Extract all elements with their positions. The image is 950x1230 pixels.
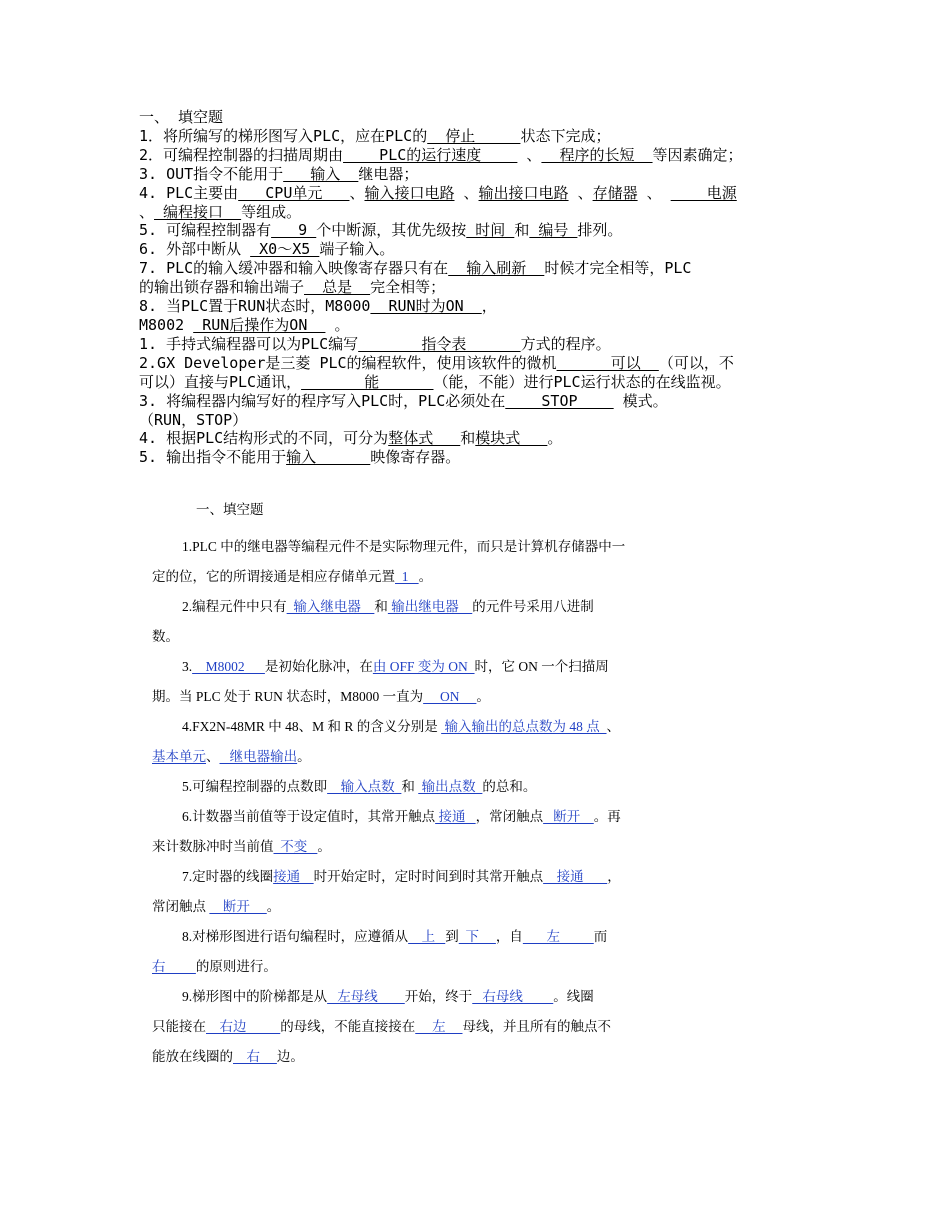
answer-text: X0～X5 <box>250 240 320 259</box>
question-text: 。 <box>266 899 281 914</box>
question-text: 一、 填空题 <box>139 108 224 126</box>
question-line <box>139 411 829 430</box>
question-text: 8. 当PLC置于RUN状态时，M8000 <box>139 297 371 316</box>
question-text: 能放在线圈的 <box>152 1049 233 1064</box>
answer-text: 右 <box>233 1049 277 1064</box>
question-text: 继电器； <box>358 164 419 183</box>
question-line <box>139 373 829 392</box>
question-line <box>152 1012 674 1042</box>
question-line <box>139 184 829 203</box>
question-text: 、 <box>517 145 542 164</box>
question-line <box>152 952 674 982</box>
question-text: 开始，终于 <box>404 989 473 1004</box>
question-text: 可以）直接与PLC通讯， <box>139 372 302 391</box>
answer-text: 输入 <box>286 448 371 467</box>
question-text: 常闭触点 <box>152 899 210 914</box>
question-text: （可以，不 <box>658 353 734 372</box>
question-text: 时候才完全相等，PLC <box>544 259 692 278</box>
question-line <box>152 982 674 1012</box>
question-line <box>139 316 829 335</box>
answer-text: 由 OFF 变为 ON <box>372 659 475 674</box>
question-line <box>152 562 674 592</box>
question-text: 方式的程序。 <box>520 334 611 353</box>
answer-text: 总是 <box>304 278 371 297</box>
question-text: 8.对梯形图进行语句编程时，应遵循从 <box>182 929 409 944</box>
question-text: 。 <box>325 315 350 334</box>
answer-text: STOP <box>505 391 614 410</box>
answer-text: ON <box>423 689 477 704</box>
answer-text: RUN后操作为ON <box>193 315 326 334</box>
fill-in-section-two <box>152 500 674 1072</box>
question-text: 7. PLC的输入缓冲器和输入映像寄存器只有在 <box>139 259 449 278</box>
question-text: 定的位，它的所谓接通是相应存储单元置 <box>152 569 395 584</box>
question-text: 1．将所编写的梯形图写入PLC，应在PLC的 <box>139 126 428 145</box>
question-line <box>139 278 829 297</box>
question-text: 只能接在 <box>152 1019 206 1034</box>
answer-text: 停止 <box>427 126 521 145</box>
answer-text: 右母线 <box>472 989 554 1004</box>
question-line <box>139 448 829 467</box>
question-line <box>139 108 829 127</box>
question-text: 期。当 PLC 处于 RUN 状态时，M8000 一直为 <box>152 689 424 704</box>
question-text: 7.定时器的线圈 <box>182 869 274 884</box>
question-line <box>152 862 674 892</box>
question-text: 、 <box>606 719 621 734</box>
answer-text: 左 <box>415 1019 463 1034</box>
question-text: 排列。 <box>577 221 623 240</box>
question-text: 的总和。 <box>482 779 537 794</box>
answer-text: 指令表 <box>358 334 521 353</box>
answer-text: 编程接口 <box>154 202 242 221</box>
question-text: 4.FX2N-48MR 中 48、M 和 R 的含义分别是 <box>182 719 442 734</box>
answer-text: M8002 <box>192 659 265 674</box>
question-text: 2.编程元件中只有 <box>182 599 287 614</box>
question-line <box>139 392 829 411</box>
answer-text: 右 <box>152 959 196 974</box>
question-text: 和 <box>514 221 530 240</box>
answer-text: 整体式 <box>388 429 461 448</box>
question-text: 数。 <box>152 629 179 644</box>
question-text: 的原则进行。 <box>195 959 277 974</box>
question-text: ， <box>481 297 497 316</box>
answer-text: 输出点数 <box>418 779 483 794</box>
question-line <box>152 1042 674 1072</box>
question-text: 的输出锁存器和输出端子 <box>139 278 305 297</box>
answer-text: 左母线 <box>327 989 405 1004</box>
question-text: 边。 <box>276 1049 304 1064</box>
question-text: 。再 <box>593 809 621 824</box>
question-line <box>139 354 829 373</box>
answer-text: 能 <box>301 372 434 391</box>
question-text: 母线，并且所有的触点不 <box>462 1019 611 1034</box>
answer-text: 输出接口电路 <box>478 183 569 202</box>
question-text: 模式。 <box>613 391 668 410</box>
answer-text: 左 <box>522 929 594 944</box>
question-text: 完全相等； <box>370 278 446 297</box>
question-text: 2．可编程控制器的扫描周期由 <box>139 145 344 164</box>
question-text: ， <box>607 869 621 884</box>
answer-text: RUN时为ON <box>370 297 482 316</box>
question-text: （能，不能）进行PLC运行状态的在线监视。 <box>433 372 731 391</box>
question-text: 3. <box>182 659 193 674</box>
section-heading: 一、填空题 <box>196 502 264 517</box>
question-line <box>139 429 829 448</box>
question-line <box>152 802 674 832</box>
question-line <box>152 712 674 742</box>
question-line <box>139 165 829 184</box>
question-line <box>139 146 829 165</box>
fill-in-section-one <box>139 108 829 467</box>
question-text: 6.计数器当前值等于设定值时，其常开触点 <box>182 809 436 824</box>
answer-text: 上 <box>408 929 446 944</box>
question-text: 3. OUT指令不能用于 <box>139 164 284 183</box>
question-text: 。 <box>547 429 563 448</box>
answer-text: 9 <box>271 221 317 240</box>
question-text: 。线圈 <box>553 989 594 1004</box>
answer-text: 时间 <box>466 221 515 240</box>
question-text: 3. 将编程器内编写好的程序写入PLC时，PLC必须处在 <box>139 391 506 410</box>
question-text: （RUN，STOP） <box>139 410 248 429</box>
question-line <box>139 297 829 316</box>
question-text: 。 <box>297 749 311 764</box>
answer-text: 可以 <box>556 353 659 372</box>
question-text: 4. 根据PLC结构形式的不同，可分为 <box>139 429 389 448</box>
question-text: 5. 可编程控制器有 <box>139 221 272 240</box>
question-line <box>152 892 674 922</box>
question-text: M8002 <box>139 315 194 334</box>
answer-text: 输入接口电路 <box>364 183 455 202</box>
question-text: 个中断源，其优先级按 <box>316 221 467 240</box>
question-line <box>152 922 674 952</box>
question-text: 9.梯形图中的阶梯都是从 <box>182 989 328 1004</box>
question-text: 端子输入。 <box>319 240 395 259</box>
question-text: 等组成。 <box>241 202 302 221</box>
answer-text: 输入点数 <box>327 779 402 794</box>
question-line <box>152 742 674 772</box>
answer-text: 断开 <box>209 899 267 914</box>
question-text: 、 <box>206 749 220 764</box>
answer-text: 输出继电器 <box>387 599 473 614</box>
question-text: ，常闭触点 <box>475 809 544 824</box>
answer-text: CPU单元 <box>238 183 350 202</box>
question-text: 5.可编程控制器的点数即 <box>182 779 328 794</box>
question-line <box>152 592 674 622</box>
question-text: 而 <box>593 929 608 944</box>
answer-text: 程序的长短 <box>541 145 653 164</box>
answer-text: 编号 <box>529 221 578 240</box>
answer-text: 电源 <box>670 183 737 202</box>
question-text: 1. 手持式编程器可以为PLC编写 <box>139 334 359 353</box>
question-text: 到 <box>445 929 459 944</box>
question-line <box>152 622 674 652</box>
answer-text: 继电器输出 <box>219 749 298 764</box>
question-line <box>152 772 674 802</box>
question-line <box>152 652 674 682</box>
question-text: 。 <box>418 569 433 584</box>
question-line <box>139 259 829 278</box>
answer-text: 基本单元 <box>152 749 206 764</box>
question-text: 。 <box>476 689 490 704</box>
question-text: 1.PLC 中的继电器等编程元件不是实际物理元件，而只是计算机存储器中一 <box>182 539 626 554</box>
question-text: 2.GX Developer是三菱 PLC的编程软件，使用该软件的微机 <box>139 353 557 372</box>
question-text: 状态下完成； <box>520 126 611 145</box>
answer-text: 输入刷新 <box>448 259 545 278</box>
question-text: 4. PLC主要由 <box>139 183 239 202</box>
answer-text: 右边 <box>206 1019 281 1034</box>
question-line <box>139 221 829 240</box>
answer-text: 不变 <box>273 839 318 854</box>
question-text: 、 <box>637 183 671 202</box>
question-line <box>139 127 829 146</box>
question-line <box>139 240 829 259</box>
question-text: 的母线，不能直接接在 <box>280 1019 416 1034</box>
question-text: 。 <box>317 839 331 854</box>
question-text: 来计数脉冲时当前值 <box>152 839 274 854</box>
answer-text: 输入 <box>283 164 359 183</box>
question-line <box>139 335 829 354</box>
question-text: ，自 <box>495 929 523 944</box>
question-line <box>152 682 674 712</box>
answer-text: 接通 <box>273 869 314 884</box>
question-line <box>152 832 674 862</box>
answer-text: 断开 <box>543 809 594 824</box>
question-line <box>152 532 674 562</box>
answer-text: 输入继电器 <box>286 599 375 614</box>
answer-text: 输入输出的总点数为 48 点 <box>441 719 607 734</box>
question-text: 和 <box>401 779 419 794</box>
question-text: 时开始定时，定时时间到时其常开触点 <box>313 869 544 884</box>
question-line <box>139 203 829 222</box>
question-text: 和 <box>374 599 388 614</box>
question-text: 6. 外部中断从 <box>139 240 251 259</box>
question-text: 、 <box>568 183 593 202</box>
question-text: 是初始化脉冲，在 <box>264 659 373 674</box>
answer-text: 1 <box>395 569 419 584</box>
question-text: 和 <box>460 429 476 448</box>
answer-text: 接通 <box>543 869 608 884</box>
question-text: 的元件号采用八进制 <box>472 599 594 614</box>
answer-text: PLC的运行速度 <box>343 145 518 164</box>
answer-text: 存储器 <box>592 183 638 202</box>
question-text: 、 <box>139 202 155 221</box>
question-text: 5. 输出指令不能用于 <box>139 448 287 467</box>
question-text: 时，它 ON 一个扫描周 <box>474 659 609 674</box>
question-text: 、 <box>454 183 479 202</box>
question-text: 等因素确定； <box>652 145 743 164</box>
answer-text: 模块式 <box>475 429 548 448</box>
question-text: 映像寄存器。 <box>370 448 461 467</box>
answer-text: 接通 <box>435 809 476 824</box>
answer-text: 下 <box>458 929 496 944</box>
question-text: 、 <box>349 183 365 202</box>
